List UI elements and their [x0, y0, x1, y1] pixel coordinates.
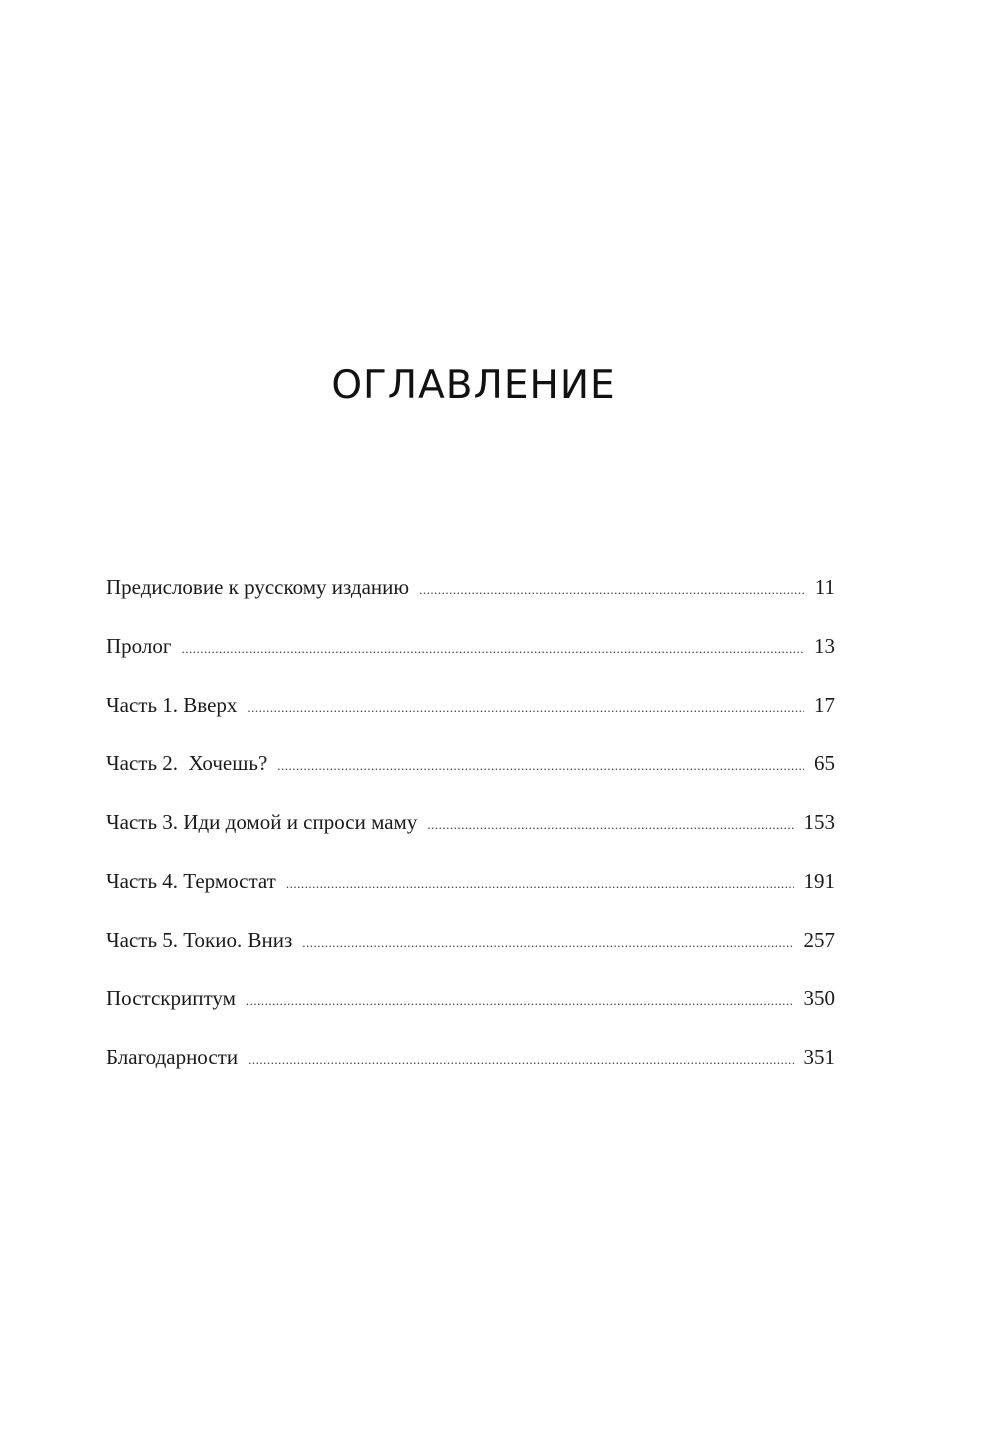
dot-leader [419, 572, 805, 608]
toc-entry-title: Часть 1. Вверх [106, 692, 238, 717]
toc-entry [106, 922, 835, 981]
toc-entry [106, 980, 835, 1039]
toc-entry [106, 804, 835, 863]
dot-leader [427, 807, 793, 843]
dot-leader [302, 925, 793, 961]
toc-entry-title: Пролог [106, 633, 172, 658]
toc-entry-page: 191 [803, 868, 835, 893]
dot-leader [181, 631, 804, 667]
toc-entry-page: 350 [803, 986, 835, 1011]
toc-entry-title: Благодарности [106, 1045, 239, 1069]
toc-entry [106, 569, 835, 628]
toc-entry [106, 745, 835, 804]
toc-entry-title: Часть 2. Хочешь? [106, 751, 268, 776]
toc-entry [106, 628, 835, 687]
toc-list [106, 569, 835, 1098]
toc-entry-page: 11 [814, 575, 835, 599]
toc-entry-title: Часть 4. Термостат [106, 868, 276, 893]
toc-entry-page: 13 [814, 633, 835, 658]
toc-entry-title: Предисловие к русскому изданию [106, 575, 410, 599]
toc-entry-title: Часть 3. Иди домой и спроси маму [106, 810, 418, 834]
toc-entry [106, 1039, 835, 1098]
toc-entry-page: 65 [814, 751, 835, 776]
dot-leader [246, 983, 794, 1019]
dot-leader [247, 690, 804, 726]
toc-entry [106, 687, 835, 746]
toc-heading: ОГЛАВЛЕНИЕ [331, 363, 616, 408]
dot-leader [248, 1042, 793, 1078]
toc-entry-title: Постскриптум [106, 986, 236, 1011]
toc-entry-page: 257 [803, 927, 835, 952]
dot-leader [286, 866, 794, 902]
toc-entry [106, 863, 835, 922]
toc-entry-page: 17 [814, 692, 835, 717]
toc-entry-title: Часть 5. Токио. Вниз [106, 927, 293, 952]
toc-entry-page: 351 [803, 1045, 835, 1069]
toc-entry-page: 153 [803, 810, 835, 834]
dot-leader [277, 748, 804, 784]
